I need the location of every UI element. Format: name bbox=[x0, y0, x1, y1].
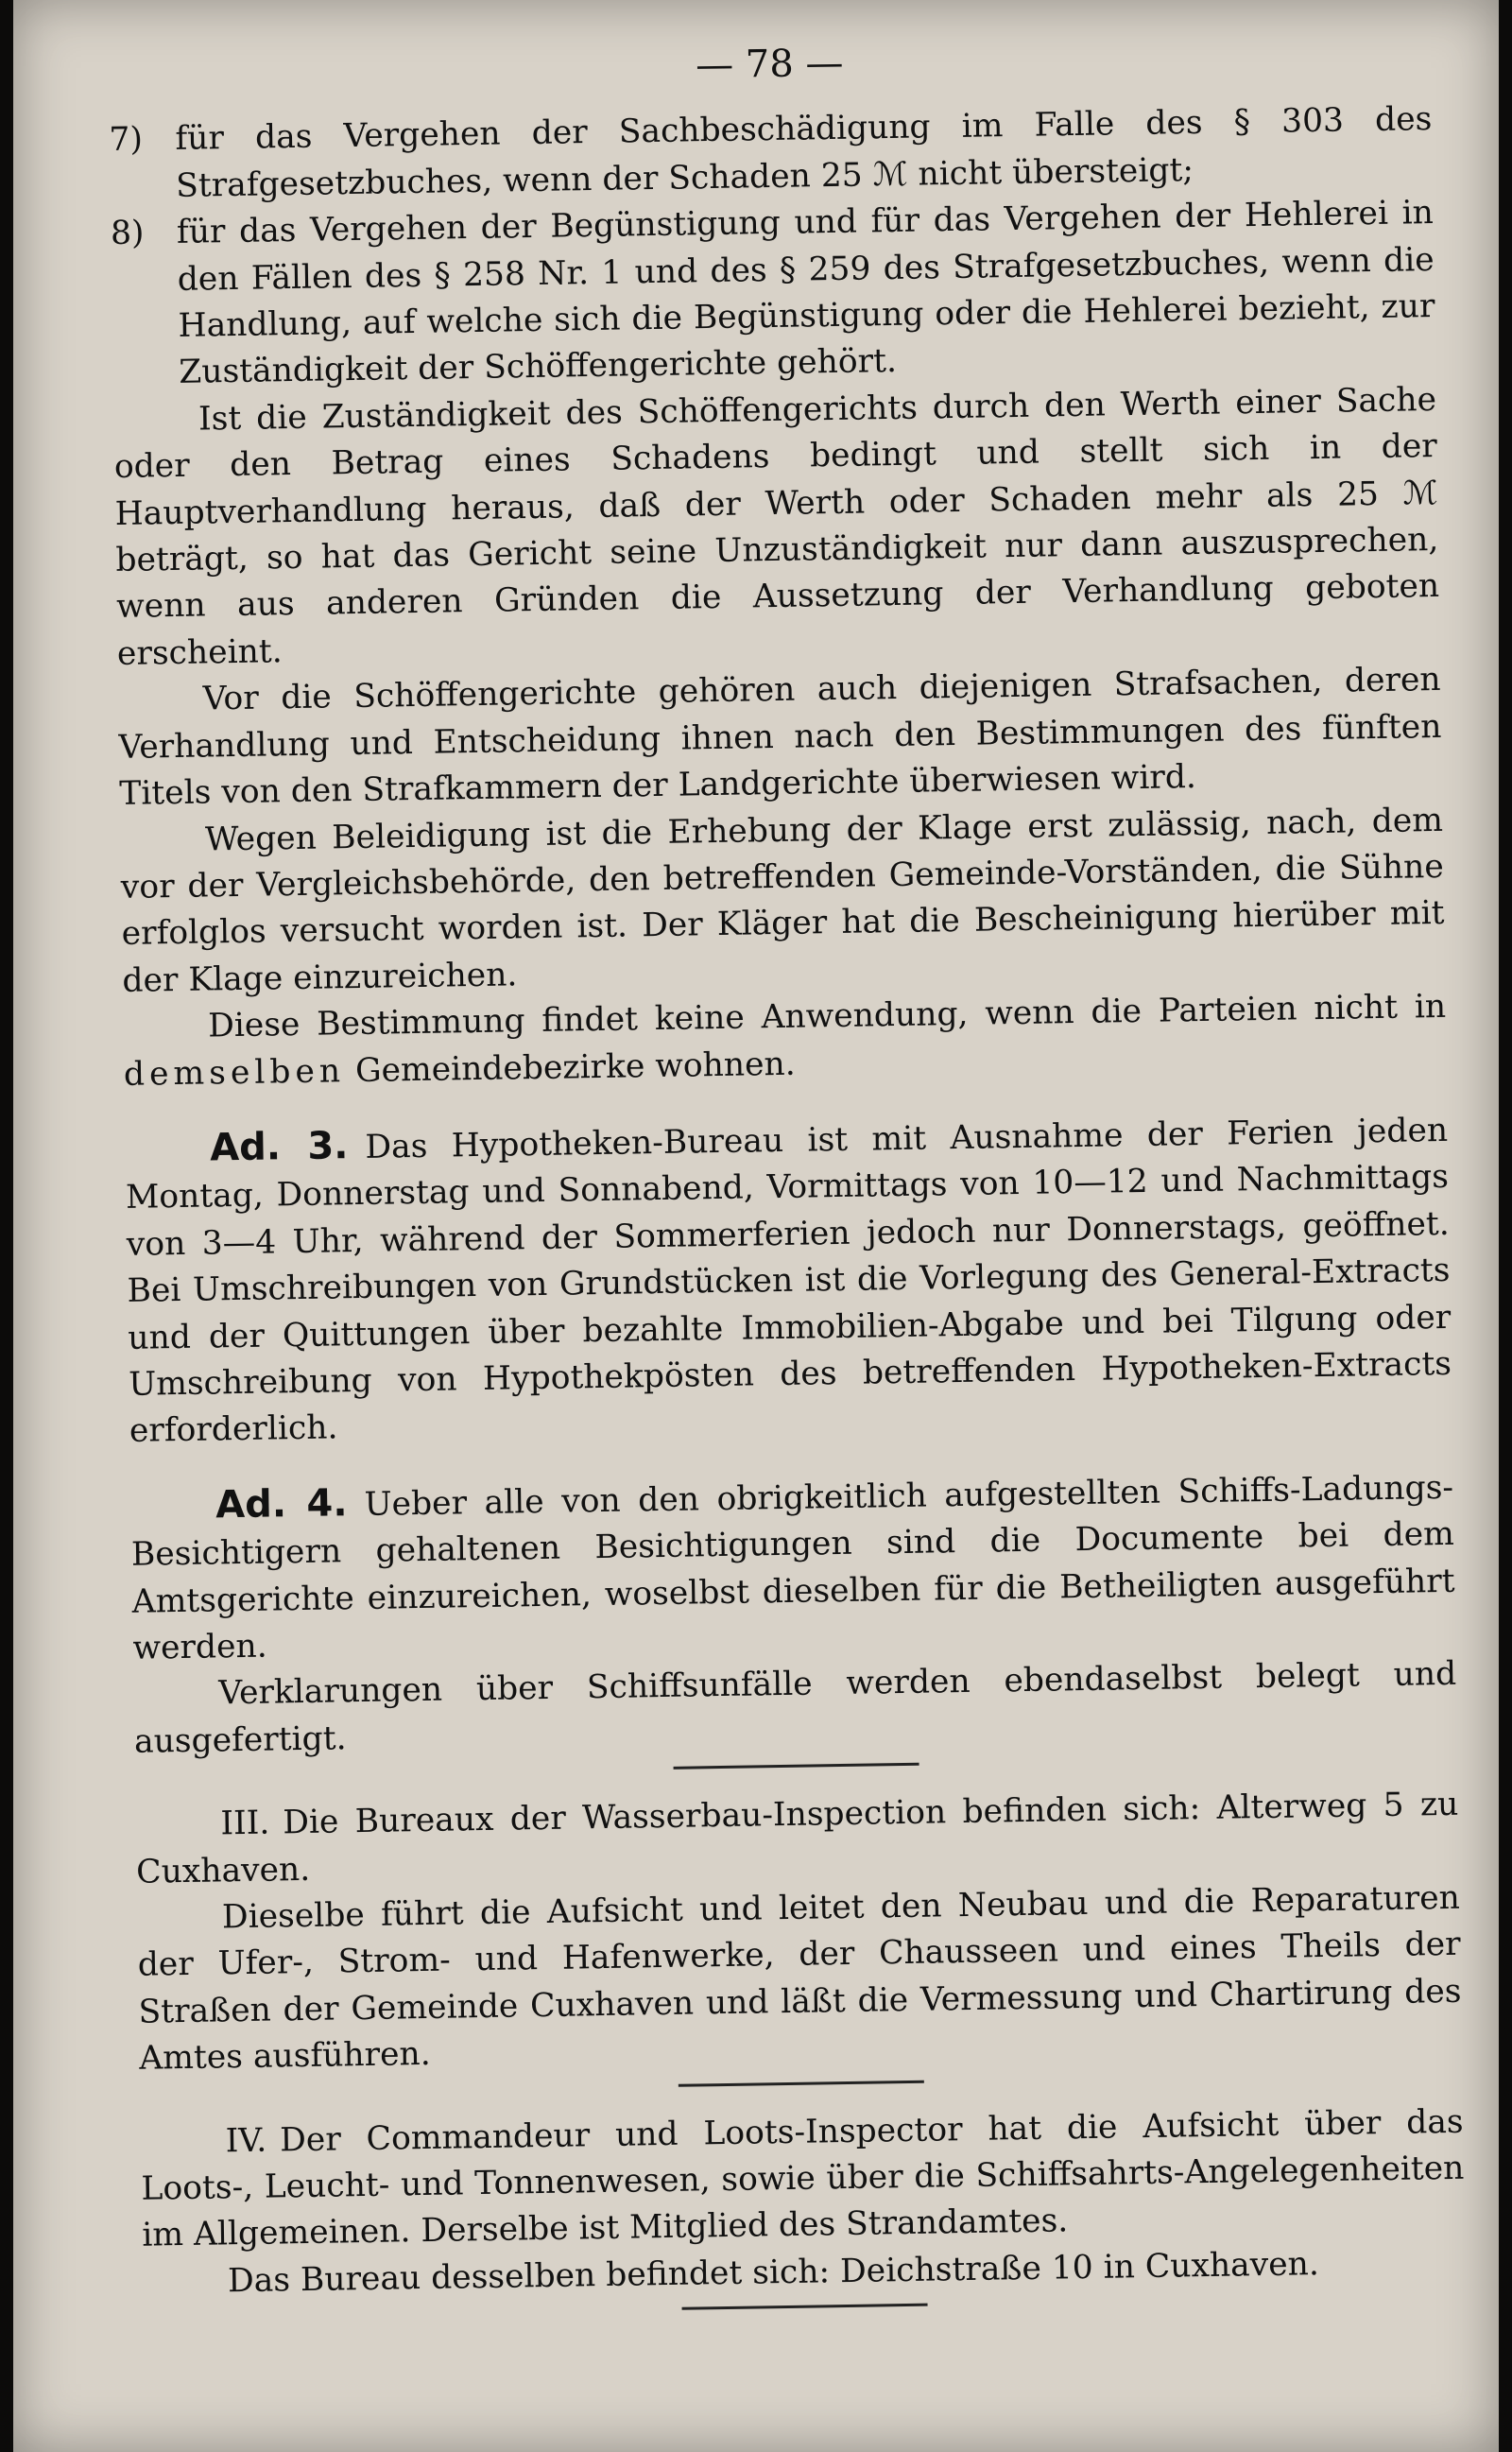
section-numeral: III. bbox=[220, 1804, 270, 1843]
list-item-text: für das Vergehen der Sachbeschädigung im Falle des § 303 des Strafgesetzbuches, wenn der Schaden 25 ℳ nicht übersteigt; bbox=[175, 100, 1433, 205]
page-text bbox=[108, 31, 1467, 2343]
list-item-text: für das Vergehen der Begünstigung und für das Vergehen der Hehlerei in den Fällen des § 258 Nr. 1 und des § 259 des Strafgesetzbuches, wenn die Handlung, auf welche sich die Begünstigung oder die Hehlerei bezieht, zur Zuständigkeit der Schöffengerichte gehört. bbox=[176, 194, 1435, 392]
paragraph: Dieselbe führt die Aufsicht und leitet den Neubau und die Reparaturen der Ufer-, Strom- und Hafenwerke, der Chausseen und eines Theils der Straßen der Gemeinde Cuxhaven und läßt die Vermessung und Chartirung des Amtes ausführen. bbox=[137, 1878, 1462, 2078]
emphasis-spaced-text: demselben bbox=[123, 1051, 346, 1094]
paragraph: Verklarungen über Schiffsunfälle werden ebendaselbst belegt und ausgefertigt. bbox=[133, 1655, 1457, 1761]
section-text: Ueber alle von den obrigkeitlich aufgestellten Schiffs-Ladungs-Besichtigern gehaltenen Besichtigungen sind die Documente bei dem Amtsgerichte einzureichen, woselbst dieselben für die Betheiligten ausgeführt werden. bbox=[130, 1468, 1455, 1667]
divider bbox=[682, 2304, 928, 2310]
ad-4-section bbox=[130, 1463, 1456, 1673]
section-numeral: IV. bbox=[225, 2121, 267, 2160]
section-text: Der Commandeur und Loots-Inspector hat die Aufsicht über das Loots-, Leucht- und Tonnenwesen, sowie über die Schiffsahrts-Angelegenheiten im Allgemeinen. Derselbe ist Mitglied des Strandamtes. bbox=[141, 2102, 1465, 2255]
page-number: — 78 — bbox=[695, 41, 844, 88]
divider bbox=[674, 1763, 919, 1770]
list-item-number: 7) bbox=[109, 120, 144, 160]
divider bbox=[679, 2080, 924, 2086]
list-item-number: 8) bbox=[110, 214, 145, 253]
paragraph: Vor die Schöffengerichte gehören auch diejenigen Strafsachen, deren Verhandlung und Entscheidung ihnen nach den Bestimmungen des fünften Titels von den Strafkammern der Landgerichte überwiesen wird. bbox=[118, 661, 1442, 813]
section-iv bbox=[140, 2098, 1465, 2259]
paragraph-text: Gemeindebezirke wohnen. bbox=[354, 1045, 796, 1090]
section-label: Ad. 4. bbox=[215, 1480, 348, 1528]
section-text: Die Bureaux der Wasserbau-Inspection befinden sich: Alterweg 5 zu Cuxhaven. bbox=[135, 1785, 1459, 1891]
ad-3-section bbox=[125, 1106, 1452, 1456]
section-label: Ad. 3. bbox=[209, 1124, 349, 1170]
paragraph: Das Bureau desselben befindet sich: Deichstraße 10 in Cuxhaven. bbox=[227, 2245, 1320, 2301]
section-text: Das Hypotheken-Bureau ist mit Ausnahme der Ferien jeden Montag, Donnerstag und Sonnabend, Vormittags von 10—12 und Nachmittags von 3—4 Uhr, während der Sommerferien jedoch nur Donnerstags, geöffnet. Bei Umschreibungen von Grundstücken ist die Vorlegung des General-Extracts und der Quittungen über bezahlte Immobilien-Abgabe und bei Tilgung oder Umschreibung von Hypothekpösten des betreffenden Hypotheken-Extracts erforderlich. bbox=[125, 1111, 1452, 1451]
document-page bbox=[13, 0, 1499, 2452]
paragraph-text: Diese Bestimmung findet keine Anwendung, wenn die Parteien nicht in bbox=[207, 988, 1447, 1045]
paragraph: Ist die Zuständigkeit des Schöffengerichts durch den Werth einer Sache oder den Betrag eines Schadens bedingt und stellt sich in der Hauptverhandlung heraus, daß der Werth oder Schaden mehr als 25 ℳ beträgt, so hat das Gericht seine Unzuständigkeit nur dann auszusprechen, wenn aus anderen Gründen die Aussetzung der Verhandlung geboten erscheint. bbox=[113, 380, 1440, 673]
paragraph: Wegen Beleidigung ist die Erhebung der Klage erst zulässig, nach, dem vor der Vergleichsbehörde, den betreffenden Gemeinde-Vorständen, die Sühne erfolglos versucht worden ist. Der Kläger hat die Bescheinigung hierüber mit der Klage einzureichen. bbox=[120, 801, 1445, 1000]
list-item bbox=[111, 190, 1436, 398]
